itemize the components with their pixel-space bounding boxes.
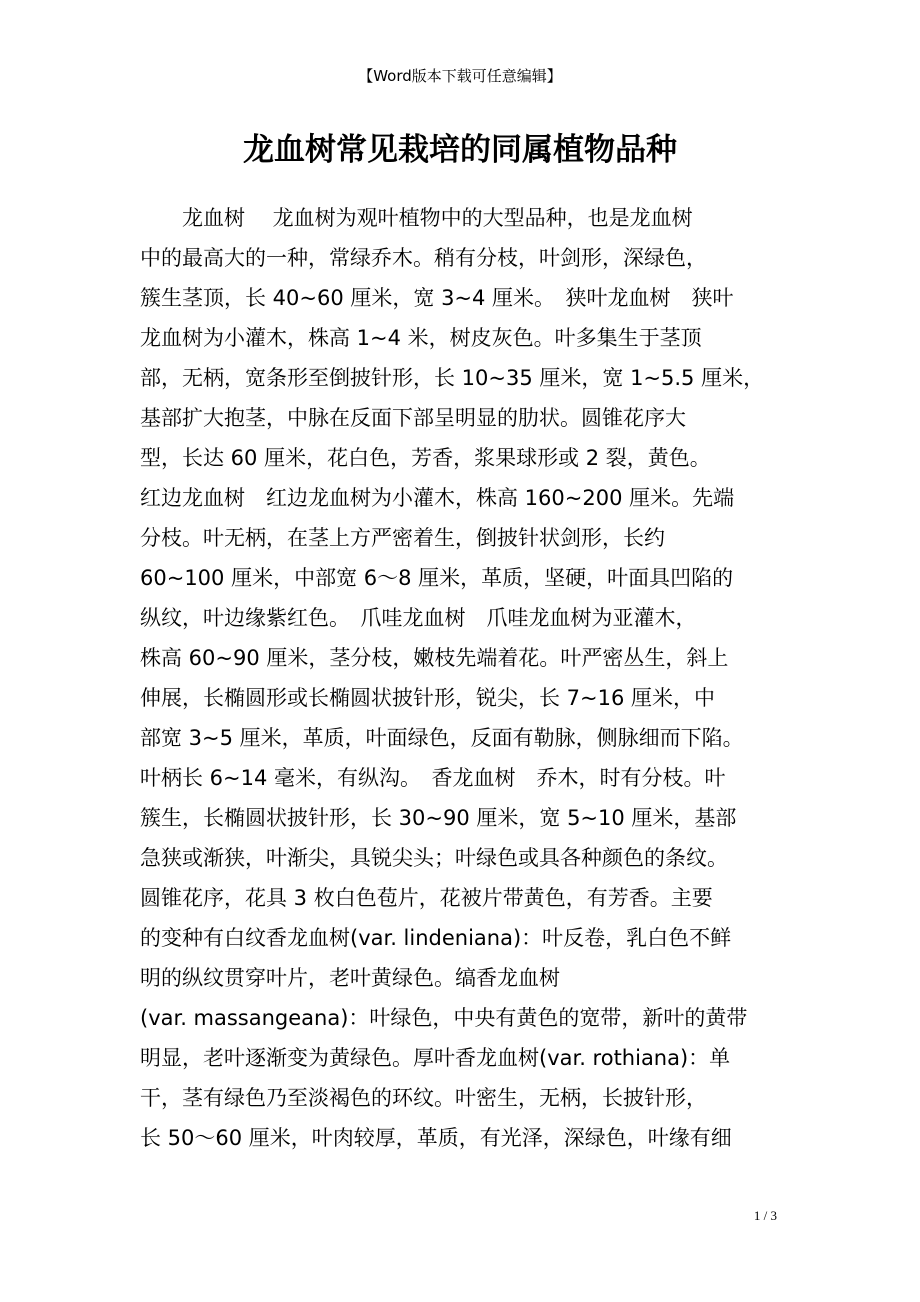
body-line: 部宽 3~5 厘米，革质，叶面绿色，反面有勒脉，侧脉细而下陷。 bbox=[140, 726, 744, 750]
body-line: 红边龙血树 红边龙血树为小灌木，株高 160~200 厘米。先端 bbox=[140, 486, 735, 510]
body-line: 龙血树 龙血树为观叶植物中的大型品种，也是龙血树 bbox=[140, 206, 693, 230]
body-line: 明的纵纹贯穿叶片，老叶黄绿色。缟香龙血树 bbox=[140, 966, 560, 990]
body-line: 部，无柄，宽条形至倒披针形，长 10~35 厘米，宽 1~5.5 厘米， bbox=[140, 366, 765, 390]
body-line: 长 50〜60 厘米，叶肉较厚，革质，有光泽，深绿色，叶缘有细 bbox=[140, 1126, 732, 1150]
document-title: 龙血树常见栽培的同属植物品种 bbox=[243, 132, 677, 168]
header-note: 【Word版本下载可任意编辑】 bbox=[358, 67, 562, 85]
body-line: 龙血树为小灌木，株高 1~4 米，树皮灰色。叶多集生于茎顶 bbox=[140, 326, 702, 350]
body-line: 叶柄长 6~14 毫米，有纵沟。 香龙血树 乔木，时有分枝。叶 bbox=[140, 766, 726, 790]
body-line: (var. massangeana)：叶绿色，中央有黄色的宽带，新叶的黄带 bbox=[140, 1006, 748, 1030]
body-line: 伸展，长椭圆形或长椭圆状披针形，锐尖，长 7~16 厘米，中 bbox=[140, 686, 716, 710]
body-line: 纵纹，叶边缘紫红色。 爪哇龙血树 爪哇龙血树为亚灌木， bbox=[140, 606, 697, 630]
body-line: 中的最高大的一种，常绿乔木。稍有分枝，叶剑形，深绿色， bbox=[140, 246, 707, 270]
body-line: 急狭或渐狭，叶渐尖，具锐尖头；叶绿色或具各种颜色的条纹。 bbox=[140, 846, 728, 870]
body-line: 明显，老叶逐渐变为黄绿色。厚叶香龙血树(var. rothiana)：单 bbox=[140, 1046, 731, 1070]
body-line: 的变种有白纹香龙血树(var. lindeniana)：叶反卷，乳白色不鲜 bbox=[140, 926, 732, 950]
body-line: 基部扩大抱茎，中脉在反面下部呈明显的肋状。圆锥花序大 bbox=[140, 406, 686, 430]
body-line: 圆锥花序，花具 3 枚白色苞片，花被片带黄色，有芳香。主要 bbox=[140, 886, 713, 910]
body-text bbox=[140, 198, 785, 1158]
page-number: 1 / 3 bbox=[753, 1208, 777, 1223]
body-line: 60~100 厘米，中部宽 6〜8 厘米，革质，坚硬，叶面具凹陷的 bbox=[140, 566, 734, 590]
body-line: 簇生，长椭圆状披针形，长 30~90 厘米，宽 5~10 厘米，基部 bbox=[140, 806, 737, 830]
body-line: 分枝。叶无柄，在茎上方严密着生，倒披针状剑形，长约 bbox=[140, 526, 665, 550]
body-line: 株高 60~90 厘米，茎分枝，嫩枝先端着花。叶严密丛生，斜上 bbox=[140, 646, 729, 670]
body-line: 簇生茎顶，长 40~60 厘米，宽 3~4 厘米。 狭叶龙血树 狭叶 bbox=[140, 286, 734, 310]
body-line: 型，长达 60 厘米，花白色，芳香，浆果球形或 2 裂，黄色。 bbox=[140, 446, 711, 470]
body-line: 干，茎有绿色乃至淡褐色的环纹。叶密生，无柄，长披针形， bbox=[140, 1086, 707, 1110]
